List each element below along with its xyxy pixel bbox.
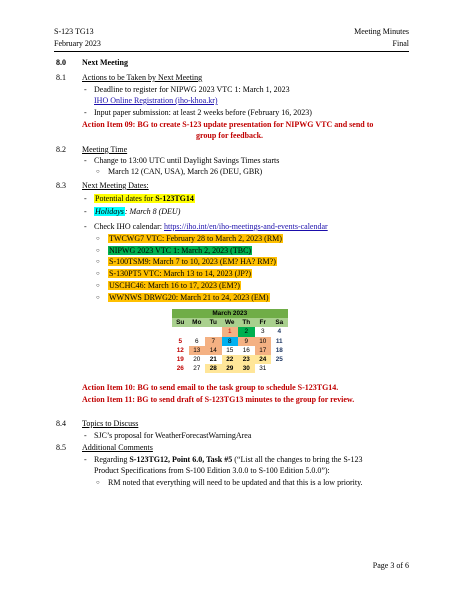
calendar-title: March 2023 <box>172 309 288 318</box>
action-item-09-line1: Action Item 09: BG to create S-123 update presentation for NIPWG VTC and send to <box>82 120 374 129</box>
calendar-week <box>172 364 288 373</box>
holidays-label: Holidays <box>95 207 124 216</box>
event-row <box>108 247 252 255</box>
calendar-day: 26 <box>172 364 189 373</box>
calendar-day: 1 <box>222 327 239 336</box>
calendar-day: 23 <box>238 355 255 364</box>
calendar-day: 2 <box>238 327 255 336</box>
calendar-day: 7 <box>205 337 222 346</box>
event-item-2: S-100TSM9: March 7 to 10, 2023 (EM? HA? RM?) <box>109 257 276 267</box>
calendar-day: 25 <box>271 355 288 364</box>
calendar-day: 6 <box>189 337 206 346</box>
s83-number: 8.3 <box>56 181 66 190</box>
s85-sub1: RM noted that everything will need to be updated and that this is a low priority. <box>108 478 363 487</box>
bullet-circle: ○ <box>96 259 100 266</box>
calendar-day: 4 <box>271 327 288 336</box>
calendar-body <box>172 327 288 373</box>
s83-title: Next Meeting Dates: <box>82 181 149 190</box>
calendar-day: 15 <box>222 346 239 355</box>
calendar-week <box>172 337 288 346</box>
event-row <box>108 235 283 243</box>
section-title: Next Meeting <box>82 58 128 67</box>
weekday-0: Su <box>172 318 189 327</box>
event-item-1: NIPWG 2023 VTC 1: March 2, 2023 (TBC) <box>109 245 252 255</box>
action-item-09-line2: group for feedback. <box>196 131 264 140</box>
s83-potential-dates <box>94 195 195 203</box>
calendar-day: 24 <box>255 355 272 364</box>
calendar-day: 30 <box>238 364 255 373</box>
s81-title: Actions to be Taken by Next Meeting <box>82 73 203 82</box>
holidays-dates: : March 8 (DEU) <box>124 207 181 216</box>
header-date: February 2023 <box>54 39 101 48</box>
section-number: 8.0 <box>56 58 66 67</box>
calendar-day: 29 <box>222 364 239 373</box>
bullet-dash: - <box>84 194 87 203</box>
s83-check-calendar <box>94 223 328 231</box>
calendar-day: 17 <box>255 346 272 355</box>
calendar-week <box>172 346 288 355</box>
calendar-day: 21 <box>205 355 222 364</box>
event-row <box>108 258 277 266</box>
item1-prefix: Regarding <box>94 455 130 464</box>
item1-reference: S-123TG12, Point 6.0, Task #5 <box>129 455 233 464</box>
s81-item2: Input paper submission: at least 2 weeks before (February 16, 2023) <box>94 108 312 117</box>
bullet-circle: ○ <box>96 480 100 486</box>
calendar-weekdays <box>172 318 288 327</box>
event-item-5: WWNWS DRWG20: March 21 to 24, 2023 (EM) <box>109 292 269 302</box>
weekday-4: Th <box>238 318 255 327</box>
calendar-day: 10 <box>255 337 272 346</box>
calendar-day: 12 <box>172 346 189 355</box>
header-status: Final <box>392 39 409 48</box>
s84-title: Topics to Discuss <box>82 419 139 428</box>
s82-item1: Change to 13:00 UTC until Daylight Savings Times starts <box>94 156 280 165</box>
calendar-day: 27 <box>189 364 206 373</box>
calendar-day: 28 <box>205 364 222 373</box>
item1-rest: (“List all the changes to bring the S-123 <box>232 455 363 464</box>
weekday-6: Sa <box>271 318 288 327</box>
s83-holidays <box>94 208 180 216</box>
s81-item1: Deadline to register for NIPWG 2023 VTC 1: March 1, 2023 <box>94 85 290 94</box>
event-item-0: TWCWG7 VTC: February 28 to March 2, 2023 (RM) <box>109 234 282 243</box>
calendar-week <box>172 355 288 364</box>
potential-prefix: Potential dates for <box>95 194 156 203</box>
calendar-day: 18 <box>271 346 288 355</box>
bullet-circle: ○ <box>96 282 100 289</box>
weekday-1: Mo <box>189 318 206 327</box>
calendar-day: 16 <box>238 346 255 355</box>
weekday-3: We <box>222 318 239 327</box>
header-doc-id: S-123 TG13 <box>54 27 94 36</box>
event-row <box>108 270 252 278</box>
bullet-dash: - <box>84 108 87 117</box>
action-item-11: Action Item 11: BG to send draft of S-123TG13 minutes to the group for review. <box>82 395 355 404</box>
iho-calendar-link[interactable]: https://iho.int/en/iho-meetings-and-events-calendar <box>163 222 328 231</box>
bullet-dash: - <box>84 222 87 231</box>
march-calendar <box>172 309 288 373</box>
calendar-day: 20 <box>189 355 206 364</box>
calendar-day: 11 <box>271 337 288 346</box>
calendar-day: 22 <box>222 355 239 364</box>
s82-number: 8.2 <box>56 145 66 154</box>
s85-title: Additional Comments <box>82 443 153 452</box>
page-number: Page 3 of 6 <box>372 561 409 570</box>
bullet-dash: - <box>84 431 87 440</box>
calendar-day <box>189 327 206 336</box>
bullet-dash: - <box>84 455 87 464</box>
bullet-dash: - <box>84 156 87 165</box>
s82-title: Meeting Time <box>82 145 128 154</box>
calendar-day: 31 <box>255 364 272 373</box>
bullet-circle: ○ <box>96 271 100 278</box>
potential-meeting-id: S-123TG14 <box>155 194 194 203</box>
event-item-4: USCHC46: March 16 to 17, 2023 (EM?) <box>109 280 240 290</box>
calendar-week <box>172 327 288 336</box>
calendar-day: 19 <box>172 355 189 364</box>
check-prefix: Check IHO calendar: <box>94 222 164 231</box>
weekday-5: Fr <box>255 318 272 327</box>
event-row <box>108 282 241 290</box>
calendar-day: 8 <box>222 337 239 346</box>
calendar-day: 13 <box>189 346 206 355</box>
weekday-2: Tu <box>205 318 222 327</box>
calendar-day <box>205 327 222 336</box>
calendar-day: 9 <box>238 337 255 346</box>
s81-number: 8.1 <box>56 73 66 82</box>
s84-item1: SJC’s proposal for WeatherForecastWarningArea <box>94 431 252 440</box>
bullet-dash: - <box>84 207 87 216</box>
calendar-table <box>172 309 288 373</box>
bullet-circle: ○ <box>96 247 100 254</box>
bullet-dash: - <box>84 85 87 94</box>
s85-item1 <box>94 456 362 464</box>
event-row <box>108 294 270 302</box>
header-doc-type: Meeting Minutes <box>354 27 409 36</box>
s81-registration-link[interactable]: IHO Online Registration (iho-khoa.kr) <box>94 96 218 105</box>
header-rule <box>54 51 409 52</box>
s82-sub1: March 12 (CAN, USA), March 26 (DEU, GBR) <box>108 167 263 176</box>
action-item-10: Action Item 10: BG to send email to the task group to schedule S-123TG14. <box>82 383 339 392</box>
bullet-circle: ○ <box>96 294 100 301</box>
bullet-circle: ○ <box>96 236 100 242</box>
calendar-day: 5 <box>172 337 189 346</box>
calendar-day: 14 <box>205 346 222 355</box>
s85-number: 8.5 <box>56 443 66 452</box>
calendar-day <box>271 364 288 373</box>
calendar-day: 3 <box>255 327 272 336</box>
s85-item1-line2: Product Specifications from S-100 Edition 3.0.0 to S-100 Edition 5.0.0”): <box>94 466 330 475</box>
s84-number: 8.4 <box>56 419 66 428</box>
bullet-circle: ○ <box>96 169 100 175</box>
event-item-3: S-130PT5 VTC: March 13 to 14, 2023 (JP?) <box>109 269 252 279</box>
calendar-day <box>172 327 189 336</box>
